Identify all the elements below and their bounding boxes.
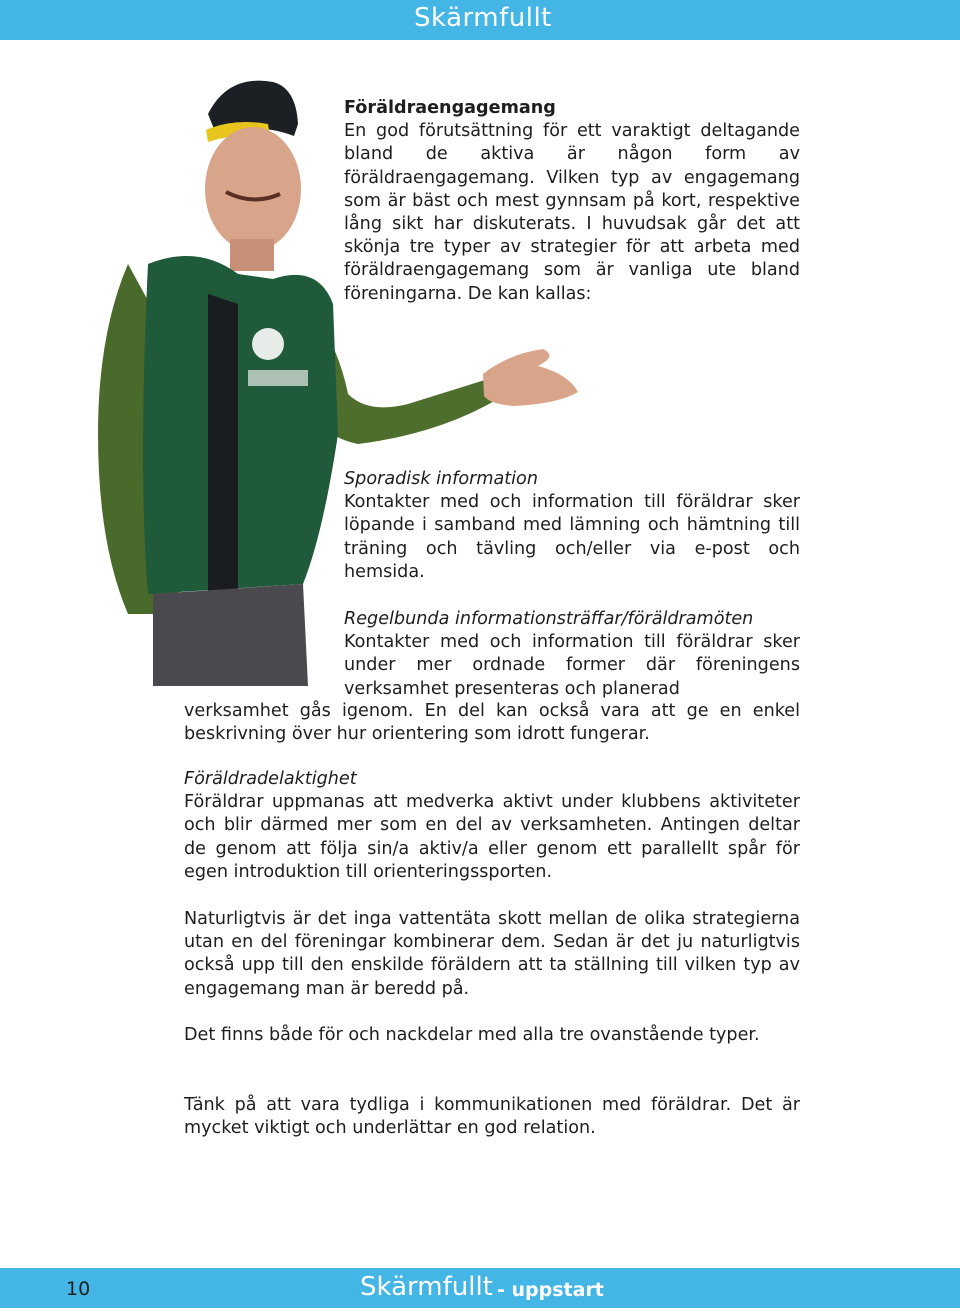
- section-parent-participation: [184, 768, 800, 884]
- section-title: Regelbunda informationsträffar/föräldramöten: [344, 609, 754, 629]
- paragraph: [184, 908, 800, 1001]
- section-regular-meetings: [344, 608, 800, 701]
- intro-section: [344, 97, 800, 306]
- section-text: Kontakter med och information till föräldrar sker löpande i samband med lämning och hämtning till träning och tävling och/eller via e-post och hemsida.: [344, 492, 800, 582]
- section-title: Sporadisk information: [344, 469, 538, 489]
- header-brand: Skärmfullt: [414, 3, 552, 33]
- footer-brand: Skärmfullt: [360, 1272, 493, 1302]
- paragraph-text: Det finns både för och nackdelar med alla tre ovanstående typer.: [184, 1025, 760, 1045]
- section-regular-meetings-cont: [184, 700, 800, 746]
- section-text: Kontakter med och information till föräldrar sker under mer ordnade former där föreningens verksamhet presenteras och planerad: [344, 632, 800, 699]
- intro-title: Föräldraengagemang: [344, 98, 556, 118]
- paragraph: [184, 1094, 800, 1140]
- page-number: 10: [66, 1278, 91, 1300]
- section-text: Föräldrar uppmanas att medverka aktivt under klubbens aktiviteter och blir därmed mer som en del av verksamheten. Antingen deltar de genom att följa sin/a aktiv/a eller genom ett parallellt spår för egen introduktion till orienteringssporten.: [184, 792, 800, 882]
- section-title: Föräldradelaktighet: [184, 769, 357, 789]
- page-footer: [0, 1268, 960, 1308]
- section-sporadic: [344, 468, 800, 584]
- intro-text: En god förutsättning för ett varaktigt deltagande bland de aktiva är någon form av föräldraengagemang. Vilken typ av engagemang som är bäst och mest gynnsam på kort, respektive lång sikt har diskuterats. I huvudsak går det att skönja tre typer av strategier för att arbeta med föräldraengagemang som är vanliga ute bland föreningarna. De kan kallas:: [344, 121, 800, 304]
- paragraph-text: Tänk på att vara tydliga i kommunikationen med föräldrar. Det är mycket viktigt och underlättar en god relation.: [184, 1095, 800, 1139]
- paragraph-text: Naturligtvis är det inga vattentäta skott mellan de olika strategierna utan en del föreningar kombinerar dem. Sedan är det ju naturligtvis också upp till den enskilde föräldern att ta ställning till vilken typ av engagemang man är beredd på.: [184, 909, 800, 999]
- page-header: [0, 0, 960, 40]
- section-text-cont: verksamhet gås igenom. En del kan också vara att ge en enkel beskrivning över hur orientering som idrott fungerar.: [184, 701, 800, 745]
- paragraph: [184, 1024, 800, 1047]
- footer-subtitle: - uppstart: [497, 1279, 604, 1301]
